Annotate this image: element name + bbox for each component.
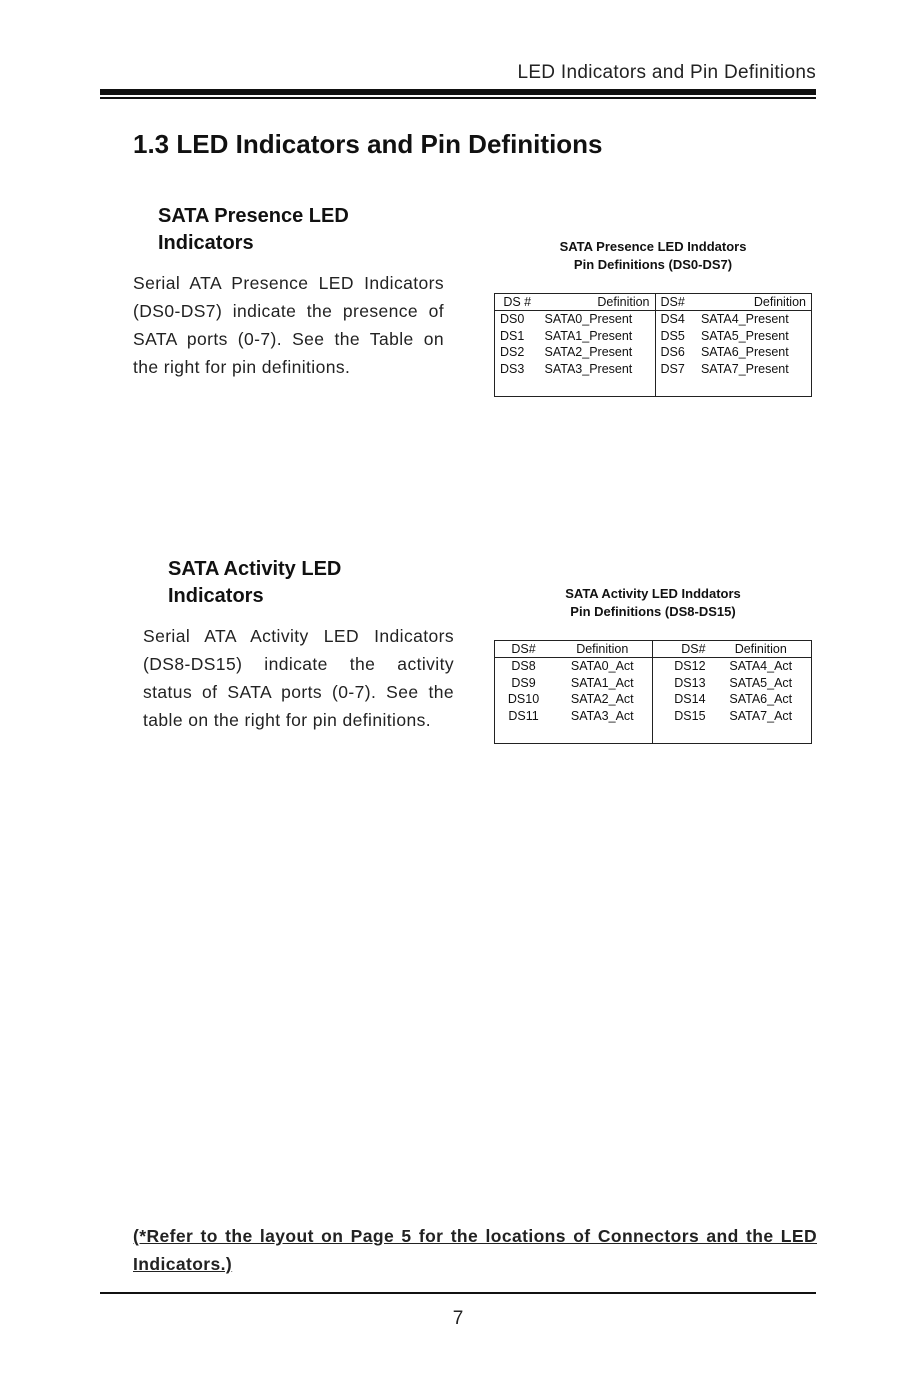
table-spacer-row xyxy=(495,724,812,744)
col-header: Definition xyxy=(552,641,653,658)
table-cell: DS7 xyxy=(655,361,696,378)
table-cell: DS1 xyxy=(500,328,525,343)
activity-heading-line1: SATA Activity LED xyxy=(168,558,342,580)
table-cell: DS13 xyxy=(653,675,711,692)
presence-table-caption xyxy=(494,238,812,274)
activity-caption-line2: Pin Definitions (DS8-DS15) xyxy=(570,604,736,619)
table-row xyxy=(495,311,812,328)
header-rule-thin xyxy=(100,97,816,99)
table-cell: SATA2_Act xyxy=(570,692,634,706)
activity-heading-line2: Indicators xyxy=(168,585,264,607)
table-header-row xyxy=(495,294,812,311)
table-row xyxy=(495,691,812,708)
table-cell: SATA3_Present xyxy=(544,361,633,376)
layout-footnote: (*Refer to the layout on Page 5 for the locations of Connectors and the LED Indicators.) xyxy=(133,1226,817,1274)
table-row xyxy=(495,658,812,675)
activity-body: Serial ATA Activity LED Indicators (DS8-DS15) indicate the activity status of SATA ports (0-7). See the table on the right for pin definitions. xyxy=(143,626,454,730)
table-cell: DS12 xyxy=(653,658,711,675)
header-rule-thick xyxy=(100,89,816,95)
table-cell: DS14 xyxy=(653,691,711,708)
presence-caption-line2: Pin Definitions (DS0-DS7) xyxy=(573,257,733,272)
table-cell: DS2 xyxy=(500,345,525,359)
table-cell: SATA4_Present xyxy=(700,312,789,326)
col-header: DS# xyxy=(655,294,696,311)
table-cell: SATA7_Present xyxy=(700,361,789,376)
col-header: DS # xyxy=(495,294,540,311)
activity-pin-table xyxy=(494,640,812,744)
table-cell: DS8 xyxy=(511,659,536,673)
table-cell: DS0 xyxy=(500,312,525,326)
table-cell: DS3 xyxy=(500,361,525,376)
table-cell: SATA4_Act xyxy=(729,659,793,673)
presence-pin-table xyxy=(494,293,812,397)
table-row xyxy=(495,708,812,725)
activity-heading xyxy=(168,556,341,610)
presence-heading-line2: Indicators xyxy=(158,232,254,254)
table-row xyxy=(495,328,812,345)
table-row xyxy=(495,675,812,692)
col-header: Definition xyxy=(540,294,656,311)
col-header: Definition xyxy=(696,294,812,311)
table-cell: DS15 xyxy=(653,708,711,725)
table-cell: SATA5_Present xyxy=(700,328,789,343)
table-cell: DS9 xyxy=(511,675,536,690)
footer-rule xyxy=(100,1292,816,1294)
table-cell: DS10 xyxy=(507,692,540,706)
table-cell: SATA1_Act xyxy=(570,675,634,690)
presence-heading xyxy=(158,203,349,257)
presence-heading-line1: SATA Presence LED xyxy=(158,205,349,227)
presence-body: Serial ATA Presence LED Indicators (DS0-DS7) indicate the presence of SATA ports (0-7). See the Table on the right for pin definitions. xyxy=(133,273,444,377)
table-cell: SATA2_Present xyxy=(544,345,633,359)
section-title: 1.3 LED Indicators and Pin Definitions xyxy=(133,129,603,159)
table-cell: SATA7_Act xyxy=(729,708,793,723)
activity-caption-line1: SATA Activity LED Inddators xyxy=(565,586,741,601)
table-cell: SATA0_Act xyxy=(570,659,634,673)
table-spacer-row xyxy=(495,377,812,397)
table-cell: SATA5_Act xyxy=(729,675,793,690)
table-cell: SATA1_Present xyxy=(544,328,633,343)
page-number: 7 xyxy=(452,1308,464,1329)
table-cell: DS11 xyxy=(508,708,539,723)
col-header: Definition xyxy=(711,641,812,658)
table-cell: SATA0_Present xyxy=(544,312,633,326)
table-row xyxy=(495,344,812,361)
col-header: DS# xyxy=(653,641,711,658)
table-cell: DS6 xyxy=(655,344,696,361)
table-cell: DS5 xyxy=(655,328,696,345)
table-header-row xyxy=(495,641,812,658)
table-cell: DS4 xyxy=(655,311,696,328)
presence-caption-line1: SATA Presence LED Inddators xyxy=(559,239,747,254)
table-cell: SATA3_Act xyxy=(570,708,634,723)
table-cell: SATA6_Act xyxy=(729,692,793,706)
table-cell: SATA6_Present xyxy=(700,345,789,359)
activity-table-caption xyxy=(494,585,812,621)
running-header: LED Indicators and Pin Definitions xyxy=(517,62,816,83)
col-header: DS# xyxy=(495,641,553,658)
table-row xyxy=(495,361,812,378)
